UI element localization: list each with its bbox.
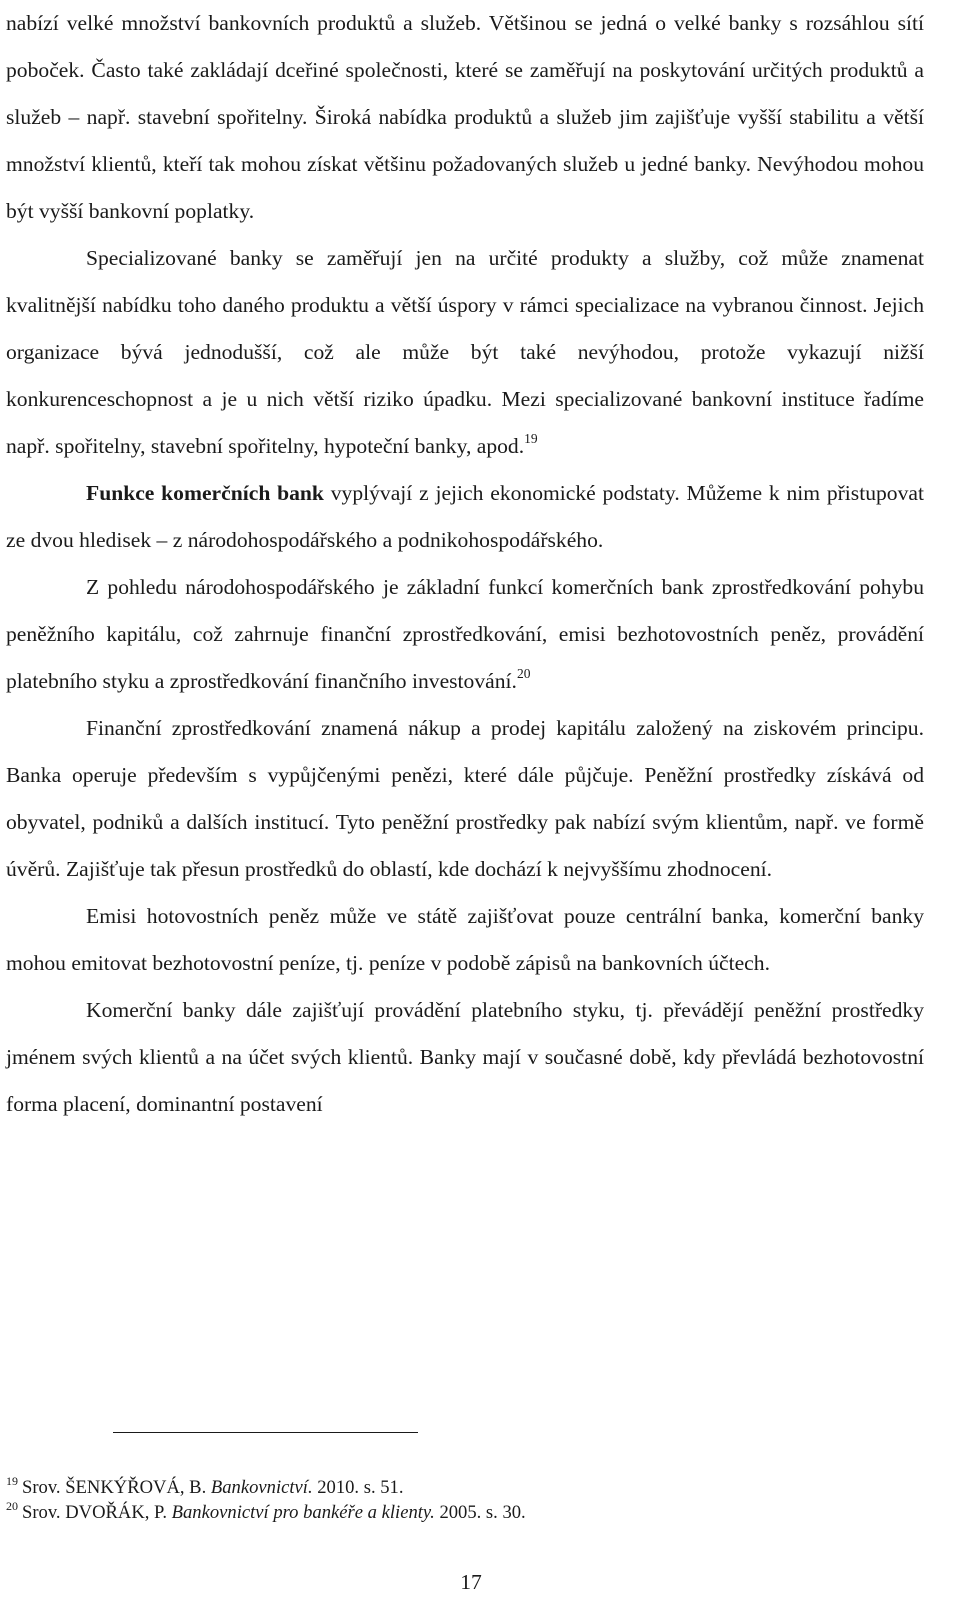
footnote-reference-20: 20: [516, 666, 531, 681]
footnote-mark: 20: [6, 1499, 18, 1513]
footnotes: [6, 1475, 924, 1525]
paragraph-national-economy-view-text: Z pohledu národohospodářského je základní funkcí komerčních bank zprostředkování pohybu peněžního kapitálu, což zahrnuje finanční zprostředkování, emisi bezhotovostních peněz, provádění platebního styku a zprostředkování finančního investování.: [6, 575, 924, 693]
bank-functions-term: Funkce komerčních bank: [86, 481, 324, 505]
footnote-suffix: 2005. s. 30.: [434, 1502, 526, 1523]
document-page: [6, 0, 924, 1623]
paragraph-financial-intermediation: Finanční zprostředkování znamená nákup a prodej kapitálu založený na ziskovém principu. Banka operuje především s vypůjčenými penězi, které dále půjčuje. Peněžní prostředky získává od obyvatel, podniků a dalších institucí. Tyto peněžní prostředky pak nabízí svým klientům, např. ve formě úvěrů. Zajišťuje tak přesun prostředků do oblastí, kde dochází k nejvyššímu zhodnocení.: [6, 716, 924, 881]
paragraph-payment-services: Komerční banky dále zajišťují provádění platebního styku, tj. převádějí peněžní prostředky jménem svých klientů a na účet svých klientů. Banky mají v současné době, kdy převládá bezhotovostní forma placení, dominantní postavení: [6, 998, 924, 1116]
footnote-title: Bankovnictví pro bankéře a klienty.: [171, 1502, 435, 1523]
paragraph-money-emission: Emisi hotovostních peněz může ve státě zajišťovat pouze centrální banka, komerční banky mohou emitovat bezhotovostní peníze, tj. peníze v podobě zápisů na bankovních účtech.: [6, 904, 924, 975]
paragraph-bank-functions-text: vyplývají z jejich ekonomické podstaty. Můžeme k nim přistupovat ze dvou hledisek – z národohospodářského a podnikohospodářského.: [6, 481, 924, 552]
footnote-reference-19: 19: [524, 431, 538, 446]
paragraph-specialized-banks-text: Specializované banky se zaměřují jen na určité produkty a služby, což může znamenat kvalitnější nabídku toho daného produktu a větší úspory v rámci specializace na vybranou činnost. Jejich organizace bývá jednodušší, což ale může být také nevýhodou, protože vykazují nižší konkurenceschopnost a je u nich větší riziko úpadku. Mezi specializované bankovní instituce řadíme např. spořitelny, stavební spořitelny, hypoteční banky, apod.: [6, 246, 924, 458]
paragraph-bank-functions: [6, 470, 924, 564]
footnote-prefix: Srov. ŠENKÝŘOVÁ, B.: [22, 1477, 211, 1498]
paragraph-universal-banks: nabízí velké množství bankovních produktů a služeb. Většinou se jedná o velké banky s rozsáhlou sítí poboček. Často také zakládají dceřiné společnosti, které se zaměřují na poskytování určitých produktů a služeb – např. stavební spořitelny. Široká nabídka produktů a služeb jim zajišťuje vyšší stabilitu a větší množství klientů, kteří tak mohou získat většinu požadovaných služeb u jedné banky. Nevýhodou mohou být vyšší bankovní poplatky.: [6, 11, 924, 223]
footnote-separator: [113, 1432, 418, 1433]
paragraph-national-economy-view: [6, 564, 924, 705]
footnote-20: [6, 1500, 924, 1525]
footnote-prefix: Srov. DVOŘÁK, P.: [22, 1502, 172, 1523]
paragraph-specialized-banks: [6, 235, 924, 470]
page-number: 17: [460, 1570, 482, 1594]
footnote-19: [6, 1475, 924, 1500]
footnote-suffix: 2010. s. 51.: [312, 1477, 404, 1498]
body-text: [6, 0, 924, 1128]
footnote-title: Bankovnictví.: [210, 1477, 313, 1498]
footnote-mark: 19: [6, 1474, 18, 1488]
